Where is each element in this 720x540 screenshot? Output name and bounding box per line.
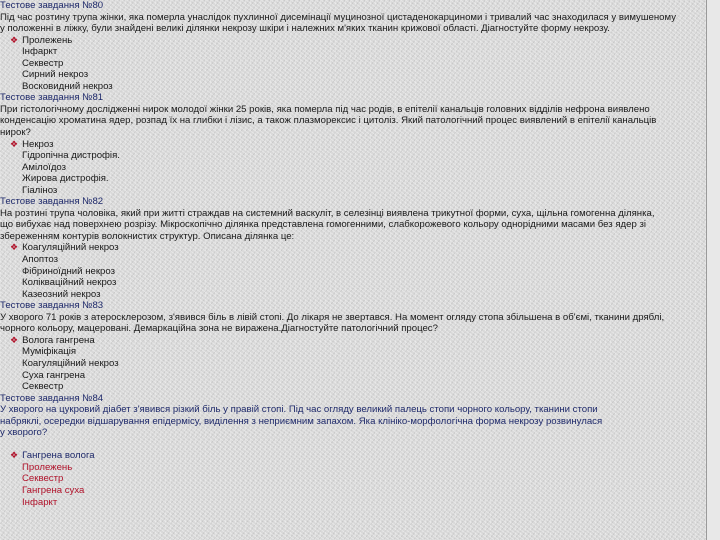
test-header: Тестове завдання №84 <box>0 392 104 404</box>
question-line: Під час розтину трупа жінки, яка померла унаслідок пухлинної дисемінації муцинозної цистаденокарциноми і тривалий час знаходилася у вимушеному <box>0 11 676 23</box>
answer-option: Муміфікація <box>22 346 77 358</box>
correct-answer <box>0 35 706 47</box>
answer-option: Жирова дистрофія. <box>22 173 109 185</box>
correct-answer <box>0 139 706 151</box>
answer-option: Секвестр <box>22 381 64 393</box>
diamond-bullet-icon: ❖ <box>10 34 19 45</box>
answer-option: Амілоїдоз <box>22 161 67 173</box>
correct-answer <box>0 450 706 462</box>
question-line: збереженням контурів волокнистих структур. Описана ділянка це: <box>0 230 295 242</box>
test-header: Тестове завдання №80 <box>0 0 104 11</box>
question-line: нирок? <box>0 127 31 139</box>
question-line: На розтині трупа чоловіка, який при житті страждав на системний васкуліт, в селезінці виявлена трикутної форми, суха, щільна гомогенна ділянка, <box>0 207 655 219</box>
answer-text: Гангрена волога <box>22 450 95 462</box>
answer-option: Сирний некроз <box>22 69 89 81</box>
page-edge <box>706 0 720 540</box>
correct-answer <box>0 335 706 347</box>
question-line: чорного кольору, мацеровані. Демаркаційна зона не виражена.Діагностуйте патологічний процес? <box>0 323 438 335</box>
diamond-bullet-icon: ❖ <box>10 450 19 461</box>
answer-option: Секвестр <box>22 473 64 485</box>
answer-option: Секвестр <box>22 57 64 69</box>
question-line: У хворого на цукровий діабет з'явився різкий біль у правій стопі. Під час огляду великий палець стопи чорного кольору, тканини стопи <box>0 404 598 416</box>
answer-option: Суха гангрена <box>22 369 86 381</box>
answer-option: Коагуляційний некроз <box>22 357 119 369</box>
answer-text: Коагуляційний некроз <box>22 242 119 254</box>
answer-text: Пролежень <box>22 34 73 46</box>
answer-option: Пролежень <box>22 461 73 473</box>
answer-option: Гіаліноз <box>22 184 58 196</box>
diamond-bullet-icon: ❖ <box>10 242 19 253</box>
answer-text: Волога гангрена <box>22 334 95 346</box>
question-line: конденсацію хроматина ядер, розпад їх на глибки і лізис, а також плазморексис і цитоліз. Який патологічний процес виявлений в епітелії канальців <box>0 115 657 127</box>
answer-option: Інфаркт <box>22 46 58 58</box>
answer-option: Фібриноїдний некроз <box>22 265 115 277</box>
answer-text: Некроз <box>22 138 54 150</box>
question-line: що вибухає над поверхнею розрізу. Мікроскопічно ділянка представлена гомогенними, слабкорожевого кольору однорідними масами без ядер зі <box>0 219 647 231</box>
answer-option: Восковидний некроз <box>22 80 113 92</box>
correct-answer <box>0 242 706 254</box>
test-header: Тестове завдання №82 <box>0 196 104 208</box>
question-line: У хворого 71 років з атеросклерозом, з'явився біль в лівій стопі. До лікаря не звертався. На момент огляду стопа збільшена в об'ємі, тканини дряблі, <box>0 311 665 323</box>
spacer <box>0 439 706 451</box>
answer-option: Апоптоз <box>22 254 59 266</box>
question-line: набряклі, осередки відшарування епідермісу, виділення з неприємним запахом. Яка клініко-морфологічна форма некрозу розвинулася <box>0 415 603 427</box>
question-line: При гістологічному дослідженні нирок молодої жінки 25 років, яка померла під час родів, в епітелії канальців головних відділів нефрона виявлено <box>0 103 650 115</box>
diamond-bullet-icon: ❖ <box>10 138 19 149</box>
answer-option: Гангрена суха <box>22 484 85 496</box>
answer-option: Гідропічна дистрофія. <box>22 150 120 162</box>
test-header: Тестове завдання №83 <box>0 300 104 312</box>
test-header: Тестове завдання №81 <box>0 92 104 104</box>
answer-option: Інфаркт <box>22 496 58 508</box>
answer-option: Колікваційний некроз <box>22 277 117 289</box>
answer-option: Казеозний некроз <box>22 288 101 300</box>
question-line: у хворого? <box>0 427 48 439</box>
question-line: у положенні в ліжку, були знайдені великі ділянки некрозу шкіри і належних м'яких тканин крижової області. Діагностуйте форму некрозу. <box>0 23 610 35</box>
diamond-bullet-icon: ❖ <box>10 334 19 345</box>
